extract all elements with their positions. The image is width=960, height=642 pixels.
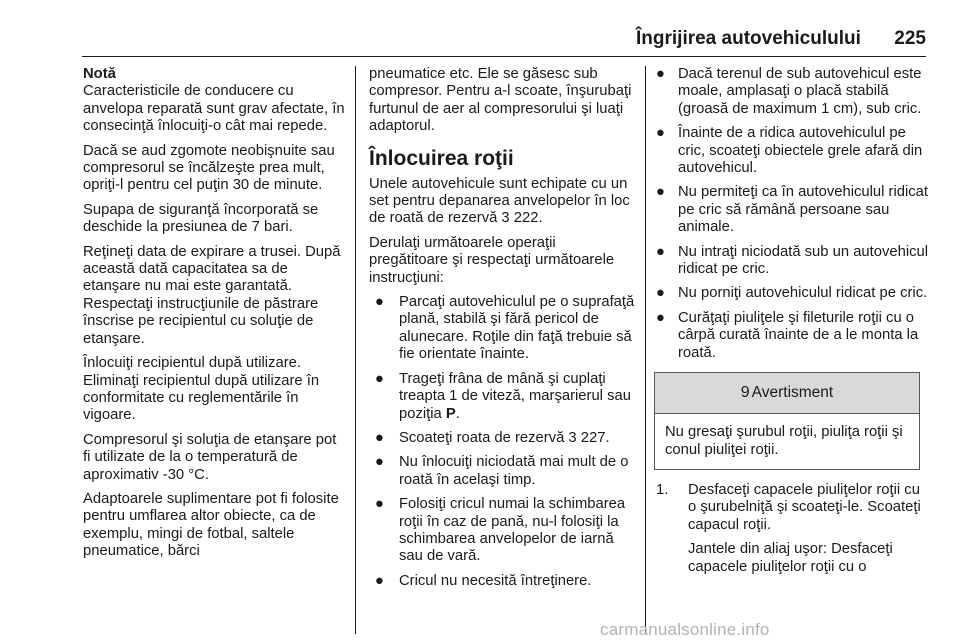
list-item: ● Folosiţi cricul numai la schimbarea roţii în caz de pană, nu-l folosiţi la schimbarea anvelopelor de iarnă sau de vară. <box>375 496 626 565</box>
column-divider-1 <box>355 66 356 634</box>
paragraph: Compresorul şi soluţia de etanşare pot fi utilizate de la o temperatură de aproximativ -30 °C. <box>83 431 337 483</box>
bullet-icon: ● <box>656 125 665 142</box>
paragraph: Caracteristicile de conducere cu anvelopa reparată sunt grav afectate, în consecinţă înlocuiţi-o cât mai repede. <box>83 83 345 135</box>
bullet-icon: ● <box>375 454 384 471</box>
steps-list <box>656 482 932 576</box>
bullet-icon: ● <box>656 184 665 201</box>
bullet-icon: ● <box>375 294 384 311</box>
watermark: carmanualsonline.info <box>600 620 770 639</box>
section-title: Înlocuirea roţii <box>369 146 514 170</box>
paragraph: Reţineţi data de expirare a trusei. După această dată capacitatea sa de etanşare nu mai este garantată. Respectaţi instrucţiunile de păstrare înscrise pe recipientul cu soluţie de etanşare. <box>83 243 341 347</box>
bullet-icon: ● <box>656 66 665 82</box>
column-divider-2 <box>645 66 646 634</box>
list-item: ● Înainte de a ridica autovehiculul pe cric, scoateţi obiectele grele afară din autovehicul. <box>656 125 923 177</box>
list-item: ● Curăţaţi piuliţele şi fileturile roţii cu o cârpă curată înainte de a le monta la roată. <box>656 309 919 361</box>
paragraph: Dacă se aud zgomote neobişnuite sau compresorul se încălzeşte prea mult, opriţi-l pentru cel puţin 30 de minute. <box>83 142 335 194</box>
list-item: ● Cricul nu necesită întreţinere. <box>375 572 592 589</box>
warning-body: Nu gresaţi şurubul roţii, piuliţa roţii şi conul piuliţei roţii. <box>665 424 903 458</box>
page-number: 225 <box>894 28 926 49</box>
list-item: ● Nu intraţi niciodată sub un autovehicul ridicat pe cric. <box>656 243 929 278</box>
continuation-paragraph: pneumatice etc. Ele se găsesc sub compresor. Pentru a-l scoate, înşurubaţi furtunul de aer al compresorului şi luaţi adaptorul. <box>369 66 632 135</box>
list-item: ● Nu porniţi autovehiculul ridicat pe cric. <box>656 285 928 302</box>
safety-list <box>656 66 932 362</box>
step-extra: Jantele din aliaj uşor: Desfaceţi capacele piuliţelor roţii cu o <box>688 541 893 575</box>
paragraph: Adaptoarele suplimentare pot fi folosite pentru umflarea altor obiecte, ca de exemplu, mingi de fotbal, saltele pneumatice, bărci <box>83 490 339 560</box>
list-item: ● Nu înlocuiţi niciodată mai mult de o roată în acelaşi timp. <box>375 454 629 488</box>
column-3 <box>656 66 932 583</box>
paragraph: Supapa de siguranţă încorporată se deschide la presiunea de 7 bari. <box>83 201 319 236</box>
preparation-list <box>369 294 635 590</box>
bullet-icon: ● <box>656 309 665 326</box>
column-2 <box>369 66 635 597</box>
gear-position-p: P <box>445 405 456 422</box>
bullet-icon: ● <box>656 243 665 260</box>
warning-header <box>655 373 919 414</box>
lead-paragraph: Derulaţi următoarele operaţii pregătitoare şi respectaţi următoarele instrucţiuni: <box>369 234 615 286</box>
page-header <box>636 28 926 52</box>
intro-paragraph: Unele autovehicule sunt echipate cu un set pentru depanarea anvelopelor în loc de roată de rezervă 3 222. <box>369 175 630 227</box>
bullet-icon: ● <box>656 285 665 302</box>
warning-box <box>654 372 920 470</box>
note-title: Notă <box>83 66 116 82</box>
column-1 <box>83 66 345 568</box>
step-item <box>656 482 932 576</box>
list-item: ● Nu permiteţi ca în autovehiculul ridicat pe cric să rămână persoane sau animale. <box>656 184 929 236</box>
bullet-icon: ● <box>375 370 384 387</box>
bullet-icon: ● <box>375 572 384 589</box>
warning-title: Avertisment <box>751 384 834 402</box>
list-item: ● Dacă terenul de sub autovehicul este moale, amplasaţi o placă stabilă (groasă de maximum 1 cm), sub cric. <box>656 66 922 117</box>
paragraph: Înlocuiţi recipientul după utilizare. Eliminaţi recipientul după utilizare în conformitate cu reglementările în vigoare. <box>83 355 320 424</box>
list-item: ● Parcaţi autovehiculul pe o suprafaţă plană, stabilă şi fără pericol de alunecare. Roţile din faţă trebuie să fie orientate înainte. <box>375 294 635 363</box>
header-title: Îngrijirea autovehiculului <box>636 28 861 49</box>
list-item: ● Scoateţi roata de rezervă 3 227. <box>375 429 610 446</box>
step-number: 1. <box>656 481 669 498</box>
header-rule <box>82 56 926 57</box>
warning-triangle-icon: 9 <box>740 384 750 402</box>
bullet-icon: ● <box>375 429 384 446</box>
bullet-icon: ● <box>375 496 384 513</box>
list-item: ● Trageţi frâna de mână şi cuplaţi treapta 1 de viteză, marşarierul sau poziţia P. <box>375 370 631 422</box>
step-text: Desfaceţi capacele piuliţelor roţii cu o şurubelniţă şi scoateţi-le. Scoateţi capacul roţii. <box>688 481 921 533</box>
